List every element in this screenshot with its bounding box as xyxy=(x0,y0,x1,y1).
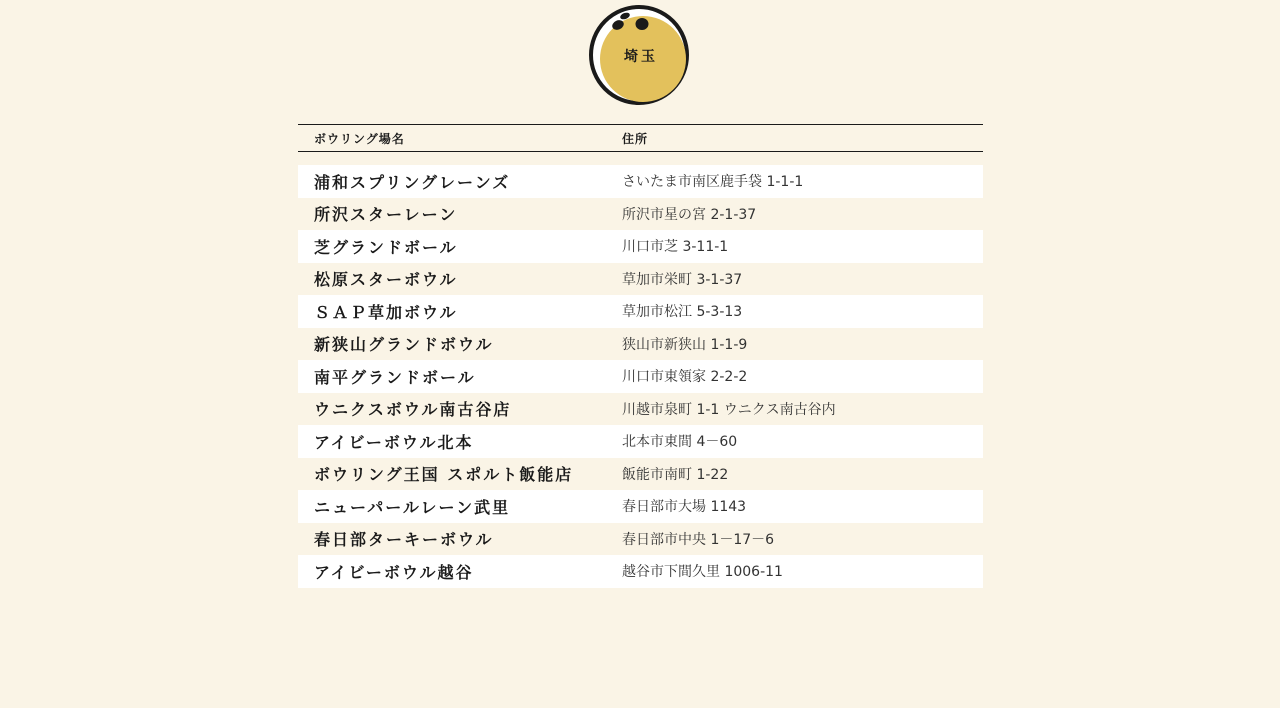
table-row xyxy=(298,458,983,491)
table-row xyxy=(298,295,983,328)
prefecture-label: 埼玉 xyxy=(624,49,658,65)
table-row xyxy=(298,230,983,263)
table-row xyxy=(298,328,983,361)
alley-address: さいたま市南区鹿手袋 1-1-1 xyxy=(622,174,804,191)
alley-address: 春日部市大場 1143 xyxy=(622,499,747,516)
alley-name: ボウリング王国 スポルト飯能店 xyxy=(314,465,574,485)
alley-name: 所沢スターレーン xyxy=(314,205,458,225)
prefecture-badge xyxy=(588,4,690,106)
header-name: ボウリング場名 xyxy=(314,131,405,146)
alley-address: 狭山市新狭山 1-1-9 xyxy=(622,336,748,353)
alley-address: 春日部市中央 1－17－6 xyxy=(622,531,775,548)
table-row xyxy=(298,523,983,556)
alley-name: 芝グランドボール xyxy=(314,237,458,257)
table-row xyxy=(298,490,983,523)
alley-name: アイビーボウル越谷 xyxy=(314,562,474,582)
alley-address: 川越市泉町 1-1 ウニクス南古谷内 xyxy=(622,401,836,418)
bowling-alley-table xyxy=(298,124,983,588)
alley-name: 春日部ターキーボウル xyxy=(314,530,494,550)
alley-name: 新狭山グランドボウル xyxy=(314,335,494,355)
alley-address: 北本市東間 4－60 xyxy=(622,434,738,451)
alley-address: 川口市芝 3-11-1 xyxy=(622,239,729,256)
alley-name: アイビーボウル北本 xyxy=(314,432,474,452)
table-row xyxy=(298,263,983,296)
table-row xyxy=(298,198,983,231)
alley-address: 越谷市下間久里 1006-11 xyxy=(622,564,783,581)
alley-address: 草加市栄町 3-1-37 xyxy=(622,271,743,288)
table-row xyxy=(298,165,983,198)
alley-name: 浦和スプリングレーンズ xyxy=(314,172,511,192)
table-header xyxy=(298,124,983,152)
alley-name: ニューパールレーン武里 xyxy=(314,497,511,517)
alley-name: 松原スターボウル xyxy=(314,270,458,290)
table-row xyxy=(298,555,983,588)
table-body xyxy=(298,165,983,588)
header-address: 住所 xyxy=(622,131,649,146)
alley-address: 飯能市南町 1-22 xyxy=(622,466,729,483)
alley-name: 南平グランドボール xyxy=(314,367,476,387)
table-row xyxy=(298,360,983,393)
alley-name: ＳＡＰ草加ボウル xyxy=(314,302,458,322)
table-row xyxy=(298,393,983,426)
table-row xyxy=(298,425,983,458)
alley-address: 草加市松江 5-3-13 xyxy=(622,304,743,321)
alley-name: ウニクスボウル南古谷店 xyxy=(314,400,512,420)
alley-address: 所沢市星の宮 2-1-37 xyxy=(622,206,757,223)
alley-address: 川口市東領家 2-2-2 xyxy=(622,369,748,386)
